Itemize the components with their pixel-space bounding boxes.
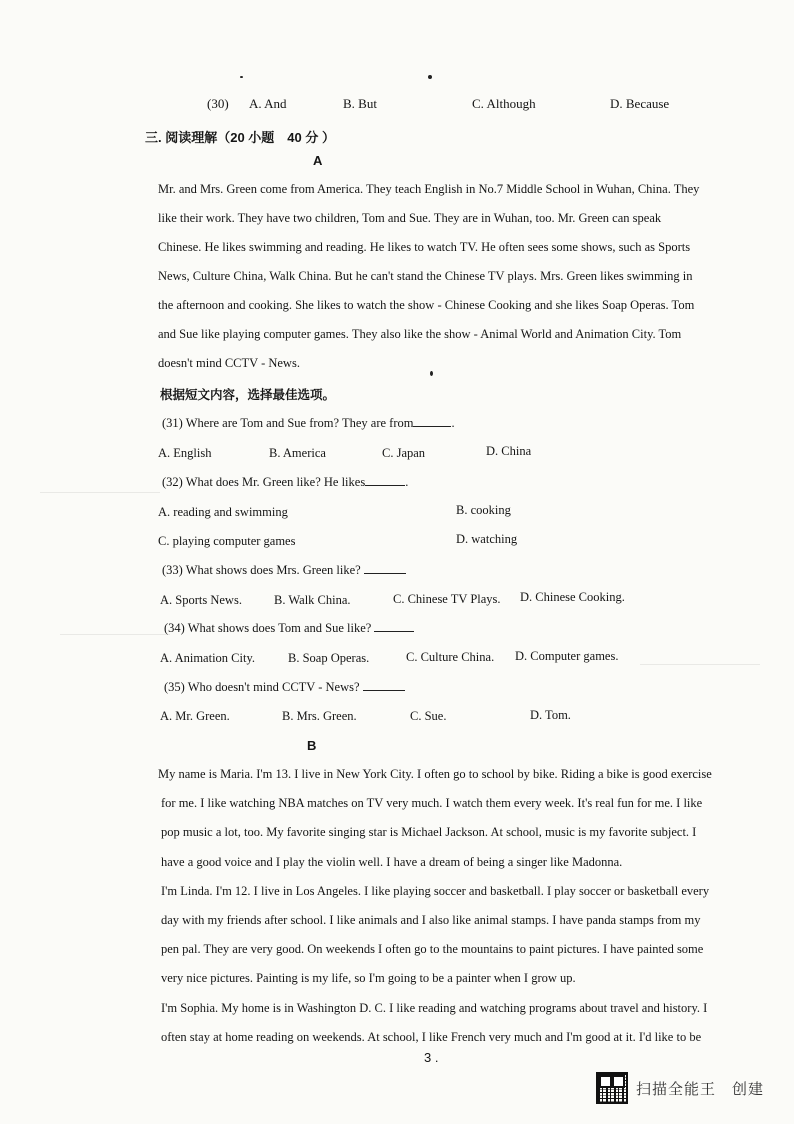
qr-code-icon	[596, 1072, 628, 1104]
q30-option-a[interactable]: A. And	[249, 96, 287, 111]
passage-b-line: very nice pictures. Painting is my life, so I'm going to be a painter when I grow up.	[161, 971, 576, 986]
bleed-through	[40, 492, 160, 493]
scan-speck	[240, 76, 243, 78]
q31-answer-blank[interactable]	[413, 416, 451, 427]
q32-option-d[interactable]: D. watching	[456, 532, 518, 546]
q33-answer-blank[interactable]	[364, 563, 406, 574]
section-heading: 三. 阅读理解（20 小题 40 分 ）	[145, 130, 335, 145]
q35-option-d[interactable]: D. Tom.	[530, 708, 571, 722]
passage-a-title: A	[313, 153, 323, 168]
passage-a-line: News, Culture China, Walk China. But he can't stand the Chinese TV plays. Mrs. Green likes swimming in	[158, 269, 693, 283]
q32-option-a[interactable]: A. reading and swimming	[158, 505, 288, 519]
q32-stem	[162, 475, 408, 490]
q30-label: (30)	[207, 96, 229, 111]
q31-stem-text: (31) Where are Tom and Sue from? They are from	[162, 416, 414, 430]
passage-b-line: I'm Linda. I'm 12. I live in Los Angeles. I like playing soccer and basketball. I play soccer or basketball every	[161, 883, 710, 898]
passage-a-line: like their work. They have two children, Tom and Sue. They are in Wuhan, too. Mr. Green can speak	[158, 211, 662, 225]
q33-option-c[interactable]: C. Chinese TV Plays.	[393, 592, 501, 606]
q30-option-c[interactable]: C. Although	[472, 96, 536, 111]
q32-stem-text: (32) What does Mr. Green like? He likes	[162, 475, 366, 489]
q35-option-c[interactable]: C. Sue.	[410, 709, 447, 723]
q32-option-b[interactable]: B. cooking	[456, 503, 511, 517]
passage-b-line: My name is Maria. I'm 13. I live in New York City. I often go to school by bike. Riding a bike is good exercise	[158, 767, 712, 781]
scan-speck	[428, 75, 432, 79]
q34-option-c[interactable]: C. Culture China.	[406, 650, 495, 664]
passage-a	[158, 175, 706, 378]
q33-stem	[162, 563, 406, 578]
q34-option-a[interactable]: A. Animation City.	[160, 651, 256, 665]
watermark-text: 扫描全能王 创建	[636, 1079, 765, 1098]
passage-a-line: doesn't mind CCTV - News.	[158, 356, 300, 370]
passage-a-line: Chinese. He likes swimming and reading. He likes to watch TV. He often sees some shows, such as Sports	[158, 240, 691, 254]
q34-stem	[164, 621, 414, 636]
q35-stem-text: (35) Who doesn't mind CCTV - News?	[164, 680, 360, 694]
passage-b-line: day with my friends after school. I like animals and I also like animal stamps. I have panda stamps from my	[161, 913, 701, 928]
q31-option-c[interactable]: C. Japan	[382, 446, 426, 460]
instruction-text: 根据短文内容，选择最佳选项。	[160, 388, 336, 402]
q33-option-a[interactable]: A. Sports News.	[160, 593, 242, 607]
q31-option-a[interactable]: A. English	[158, 446, 212, 460]
passage-b-line: I'm Sophia. My home is in Washington D. C. I like reading and watching programs about travel and history. I	[161, 1000, 708, 1015]
q31-stem	[162, 416, 455, 431]
page-number: 3 .	[424, 1050, 439, 1065]
q32-stem-tail: .	[405, 475, 409, 489]
bleed-through	[60, 634, 170, 635]
q32-option-c[interactable]: C. playing computer games	[158, 534, 296, 548]
passage-b-line: have a good voice and I play the violin well. I have a dream of being a singer like Madonna.	[161, 854, 623, 869]
passage-a-line: and Sue like playing computer games. They also like the show - Animal World and Animation City. Tom	[158, 327, 682, 341]
passage-a-line: the afternoon and cooking. She likes to watch the show - Chinese Cooking and she likes Soap Operas. Tom	[158, 298, 695, 312]
q33-option-b[interactable]: B. Walk China.	[274, 593, 351, 607]
q31-option-d[interactable]: D. China	[486, 444, 532, 458]
passage-b-line: pen pal. They are very good. On weekends I often go to the mountains to paint pictures. I have painted some	[161, 942, 704, 957]
q35-answer-blank[interactable]	[363, 680, 405, 691]
q30-option-b[interactable]: B. But	[343, 96, 377, 111]
q34-option-d[interactable]: D. Computer games.	[515, 649, 619, 663]
q33-stem-text: (33) What shows does Mrs. Green like?	[162, 563, 361, 577]
bleed-through	[640, 664, 760, 665]
q34-option-b[interactable]: B. Soap Operas.	[288, 651, 370, 665]
q34-answer-blank[interactable]	[374, 621, 414, 632]
q34-stem-text: (34) What shows does Tom and Sue like?	[164, 621, 372, 635]
passage-a-line: Mr. and Mrs. Green come from America. They teach English in No.7 Middle School in Wuhan, China. They	[158, 182, 700, 196]
passage-b-line: often stay at home reading on weekends. At school, I like French very much and I'm good at it. I'd like to be	[161, 1029, 702, 1044]
q32-answer-blank[interactable]	[365, 475, 405, 486]
q35-option-a[interactable]: A. Mr. Green.	[160, 709, 230, 723]
passage-b-line: for me. I like watching NBA matches on TV very much. I watch them every week. It's real fun for me. I like	[161, 796, 703, 811]
q30-option-d[interactable]: D. Because	[610, 96, 670, 111]
scanner-watermark	[596, 1072, 764, 1104]
q35-option-b[interactable]: B. Mrs. Green.	[282, 709, 357, 723]
q35-stem	[164, 680, 405, 695]
q31-option-b[interactable]: B. America	[269, 446, 326, 460]
passage-b-line: pop music a lot, too. My favorite singing star is Michael Jackson. At school, music is my favorite subject. I	[161, 825, 697, 840]
q31-stem-tail: .	[451, 416, 455, 430]
q33-option-d[interactable]: D. Chinese Cooking.	[520, 590, 625, 604]
passage-b	[158, 760, 714, 1052]
passage-b-title: B	[307, 738, 317, 753]
